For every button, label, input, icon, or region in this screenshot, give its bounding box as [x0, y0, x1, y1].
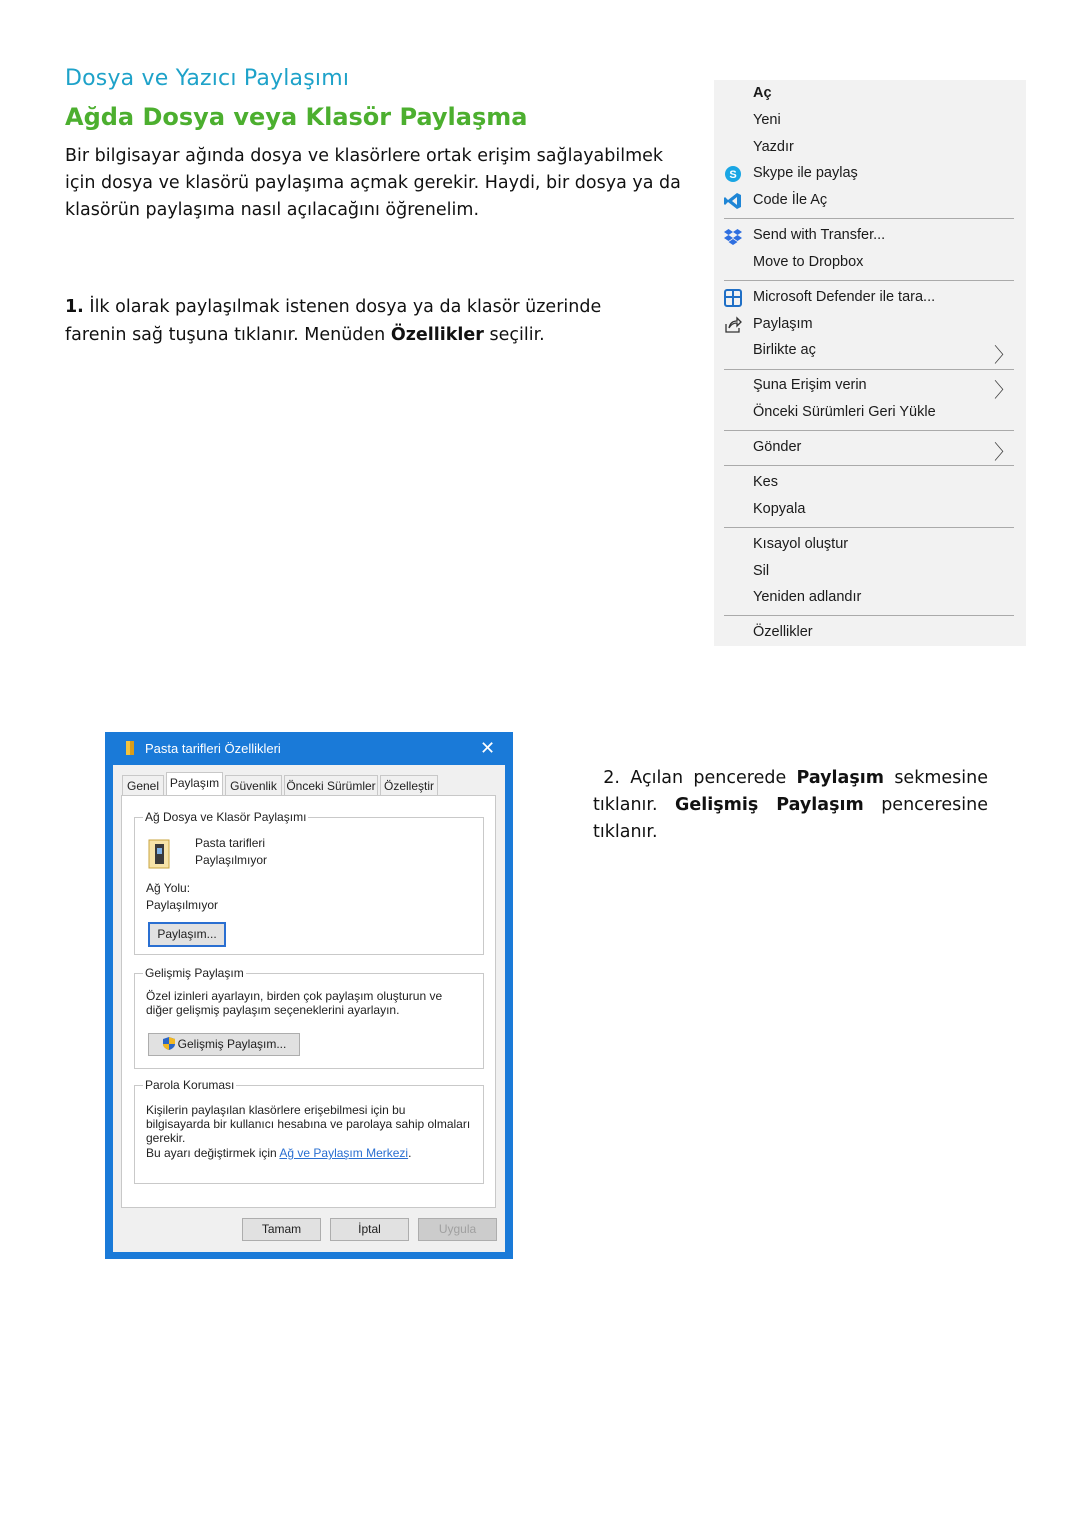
share-button[interactable]: Paylaşım...: [148, 922, 226, 947]
menu-item-paylasim[interactable]: [714, 312, 1026, 338]
menu-item-gonder[interactable]: [714, 435, 1026, 464]
menu-separator: [724, 465, 1014, 466]
menu-item-kisayol[interactable]: [714, 532, 1026, 558]
menu-item-defender[interactable]: [714, 285, 1026, 311]
tab-paylasim[interactable]: Paylaşım: [166, 772, 223, 797]
menu-separator: [724, 280, 1014, 281]
folder-name: Pasta tarifleri: [195, 836, 266, 850]
folder-icon: [124, 740, 138, 760]
menu-item-label: Move to Dropbox: [753, 254, 864, 270]
network-path-label: Ağ Yolu:: [146, 881, 191, 895]
password-protection-description: Kişilerin paylaşılan klasörlere erişebilmesi için bu bilgisayarda bir kullanıcı hesabına ve parolaya sahip olmaları gerekir.: [146, 1103, 471, 1145]
context-menu: [714, 80, 1026, 646]
tab-ozellestir[interactable]: Özelleştir: [380, 775, 438, 797]
step-2-bold-b: Gelişmiş Paylaşım: [675, 795, 864, 815]
menu-item-kopyala[interactable]: [714, 497, 1026, 523]
menu-item-label: Birlikte aç: [753, 342, 816, 358]
shared-folder-icon: [147, 838, 173, 873]
menu-item-label: Önceki Sürümleri Geri Yükle: [753, 404, 936, 420]
advanced-sharing-group: [134, 966, 484, 1069]
step-2-text-b: sekmesine tıklanır.: [593, 768, 988, 815]
step-1-number: 1.: [65, 297, 84, 317]
menu-item-yeni[interactable]: [714, 108, 1026, 134]
step-1-text-b: seçilir.: [489, 325, 545, 345]
menu-separator: [724, 218, 1014, 219]
advanced-sharing-button[interactable]: [148, 1033, 300, 1056]
menu-item-label: Şuna Erişim verin: [753, 377, 867, 393]
shield-icon: [162, 1036, 176, 1058]
menu-separator: [724, 527, 1014, 528]
tab-panel: [121, 795, 496, 1208]
dialog-title: Pasta tarifleri Özellikleri: [145, 741, 281, 756]
subtitle: Ağda Dosya veya Klasör Paylaşma: [65, 103, 528, 131]
step-1-text-a: İlk olarak paylaşılmak istenen dosya ya da klasör üzerinde farenin sağ tuşuna tıklanır. Menüden: [65, 297, 602, 345]
defender-icon: [724, 289, 742, 307]
menu-item-label: Kes: [753, 474, 778, 490]
menu-item-label: Microsoft Defender ile tara...: [753, 289, 936, 305]
menu-item-label: Kısayol oluştur: [753, 536, 849, 552]
menu-item-yazdir[interactable]: [714, 135, 1026, 161]
menu-item-onceki-surumler[interactable]: [714, 400, 1026, 426]
menu-item-skype[interactable]: [714, 161, 1026, 187]
menu-item-birlikte-ac[interactable]: [714, 338, 1026, 367]
menu-separator: [724, 369, 1014, 370]
folder-share-status: Paylaşılmıyor: [195, 853, 268, 867]
password-change-suffix: .: [408, 1146, 412, 1160]
skype-icon: [724, 165, 742, 183]
menu-item-label: Aç: [753, 85, 772, 101]
step-2-number: 2.: [603, 768, 620, 788]
password-protection-group: [134, 1078, 484, 1184]
password-protection-group-label: Parola Koruması: [145, 1078, 235, 1092]
section-title: Dosya ve Yazıcı Paylaşımı: [65, 66, 350, 91]
chevron-right-icon: 〉: [994, 380, 1014, 402]
advanced-sharing-button-label: Gelişmiş Paylaşım...: [177, 1037, 287, 1051]
step-2-text-c: penceresine tıklanır.: [593, 795, 988, 842]
intro-paragraph: Bir bilgisayar ağında dosya ve klasörlere ortak erişim sağlayabilmek için dosya ve klasörü paylaşıma açmak gerekir. Haydi, bir dosya ya da klasörün paylaşıma nasıl açılacağını öğrenelim.: [65, 146, 681, 220]
tab-guvenlik[interactable]: Güvenlik: [225, 775, 282, 797]
menu-item-label: Paylaşım: [753, 316, 813, 332]
step-2: [593, 765, 988, 846]
menu-item-erisim[interactable]: [714, 373, 1026, 402]
menu-item-dropbox[interactable]: [714, 250, 1026, 276]
advanced-sharing-description: Özel izinleri ayarlayın, birden çok paylaşım oluşturun ve diğer gelişmiş paylaşım seçeneklerini ayarlayın.: [146, 989, 443, 1017]
password-change-prefix: Bu ayarı değiştirmek için: [146, 1146, 277, 1160]
menu-separator: [724, 430, 1014, 431]
step-2-bold-a: Paylaşım: [796, 768, 885, 788]
properties-dialog: [113, 765, 505, 1252]
menu-item-label: Send with Transfer...: [753, 227, 886, 243]
chevron-right-icon: 〉: [994, 345, 1014, 367]
menu-separator: [724, 615, 1014, 616]
menu-item-ac[interactable]: [714, 81, 1026, 107]
step-1-bold: Özellikler: [390, 325, 484, 345]
ok-button[interactable]: Tamam: [242, 1218, 321, 1241]
advanced-sharing-group-label: Gelişmiş Paylaşım: [145, 966, 244, 980]
apply-button[interactable]: Uygula: [418, 1218, 497, 1241]
svg-text:S: S: [729, 169, 737, 181]
network-sharing-center-link[interactable]: Ağ ve Paylaşım Merkezi: [279, 1146, 409, 1160]
menu-item-label: Yeniden adlandır: [753, 589, 862, 605]
password-change-line: [146, 1146, 411, 1160]
network-share-group: [134, 810, 484, 955]
menu-item-label: Gönder: [753, 439, 802, 455]
menu-item-transfer[interactable]: [714, 223, 1026, 249]
network-share-group-label: Ağ Dosya ve Klasör Paylaşımı: [145, 810, 307, 824]
menu-item-label: Code İle Aç: [753, 192, 828, 208]
menu-item-kes[interactable]: [714, 470, 1026, 496]
menu-item-label: Kopyala: [753, 501, 806, 517]
menu-item-label: Özellikler: [753, 624, 813, 640]
menu-item-label: Yeni: [753, 112, 781, 128]
menu-item-code[interactable]: [714, 188, 1026, 214]
tab-onceki-surumler[interactable]: Önceki Sürümler: [284, 775, 378, 797]
step-2-text-a: Açılan pencerede: [630, 768, 787, 788]
vscode-icon: [724, 192, 742, 210]
network-path-value: Paylaşılmıyor: [146, 898, 219, 912]
close-icon[interactable]: ✕: [480, 738, 496, 759]
cancel-button[interactable]: İptal: [330, 1218, 409, 1241]
dropbox-icon: [724, 227, 742, 245]
share-icon: [724, 316, 742, 334]
menu-item-sil[interactable]: [714, 559, 1026, 585]
menu-item-label: Skype ile paylaş: [753, 165, 858, 181]
menu-item-yeniden-adlandir[interactable]: [714, 585, 1026, 611]
menu-item-ozellikler[interactable]: [714, 620, 1026, 646]
tab-genel[interactable]: Genel: [122, 775, 164, 797]
menu-item-label: Yazdır: [753, 139, 794, 155]
step-1: [65, 293, 665, 349]
chevron-right-icon: 〉: [994, 442, 1014, 464]
menu-item-label: Sil: [753, 563, 770, 579]
